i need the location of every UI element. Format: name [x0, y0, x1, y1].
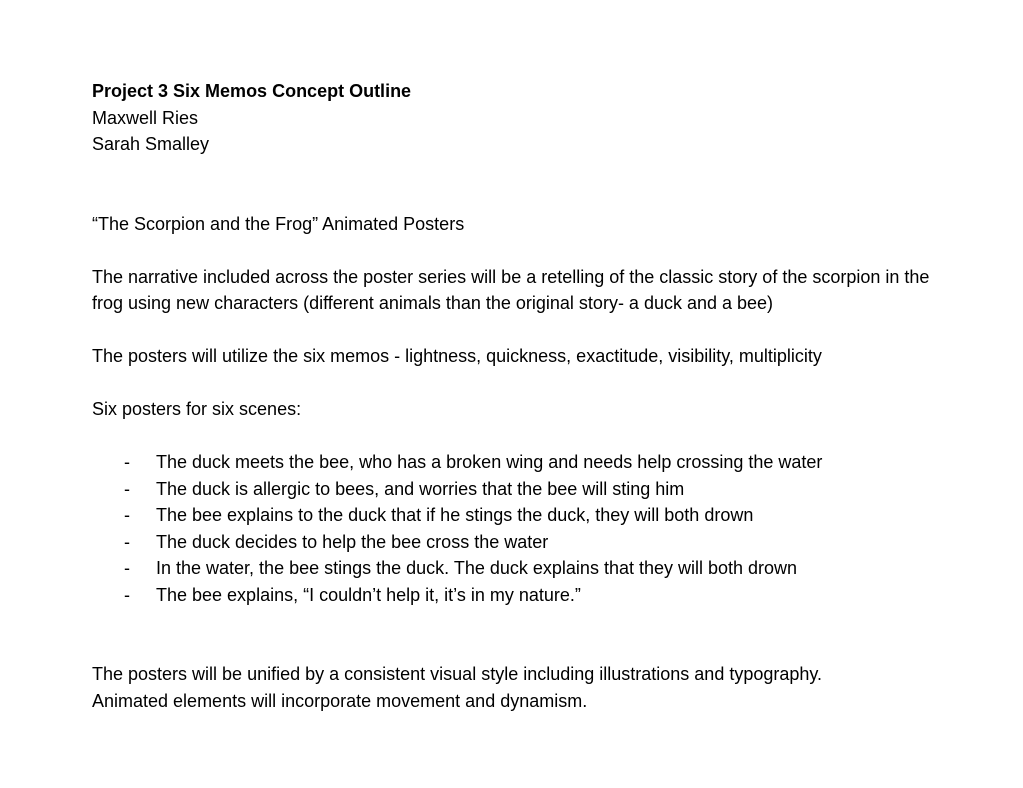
document-body: [92, 78, 952, 714]
spacer: [92, 317, 952, 344]
document-title: Project 3 Six Memos Concept Outline: [92, 81, 412, 101]
list-item: [92, 502, 952, 529]
list-item: [92, 582, 952, 609]
scenes-heading: Six posters for six scenes:: [92, 399, 302, 419]
bullet-marker: -: [124, 558, 130, 578]
list-item: [92, 529, 952, 556]
scene-text: The duck meets the bee, who has a broken wing and needs help crossing the water: [156, 452, 823, 472]
bullet-marker: -: [124, 584, 130, 605]
narrative-paragraph: The narrative included across the poster series will be a retelling of the classic story of the scorpion in the frog using new characters (different animals than the original story- a duck and a bee): [92, 266, 930, 313]
author-name: Maxwell Ries: [92, 107, 199, 128]
author-name: Sarah Smalley: [92, 134, 210, 154]
closing-paragraph-line: Animated elements will incorporate movement and dynamism.: [92, 690, 588, 711]
bullet-marker: -: [124, 531, 130, 552]
bullet-marker: -: [124, 478, 130, 499]
document-subtitle: “The Scorpion and the Frog” Animated Posters: [92, 213, 465, 234]
bullet-marker: -: [124, 452, 130, 472]
spacer: [92, 370, 952, 397]
scene-text: In the water, the bee stings the duck. The duck explains that they will both drown: [156, 558, 798, 578]
scene-text: The bee explains, “I couldn’t help it, it’s in my nature.”: [156, 584, 581, 605]
spacer: [92, 158, 952, 211]
list-item: [92, 476, 952, 503]
scene-text: The bee explains to the duck that if he stings the duck, they will both drown: [156, 505, 754, 525]
scene-text: The duck is allergic to bees, and worries that the bee will sting him: [156, 478, 685, 499]
spacer: [92, 608, 952, 661]
list-item: [92, 449, 952, 476]
bullet-marker: -: [124, 505, 130, 525]
spacer: [92, 423, 952, 450]
memos-paragraph: The posters will utilize the six memos - lightness, quickness, exactitude, visibility, multiplicity: [92, 346, 822, 366]
spacer: [92, 237, 952, 264]
list-item: [92, 555, 952, 582]
scenes-list: [92, 449, 952, 608]
scene-text: The duck decides to help the bee cross the water: [156, 531, 549, 552]
closing-paragraph-line: The posters will be unified by a consistent visual style including illustrations and typography.: [92, 664, 823, 684]
